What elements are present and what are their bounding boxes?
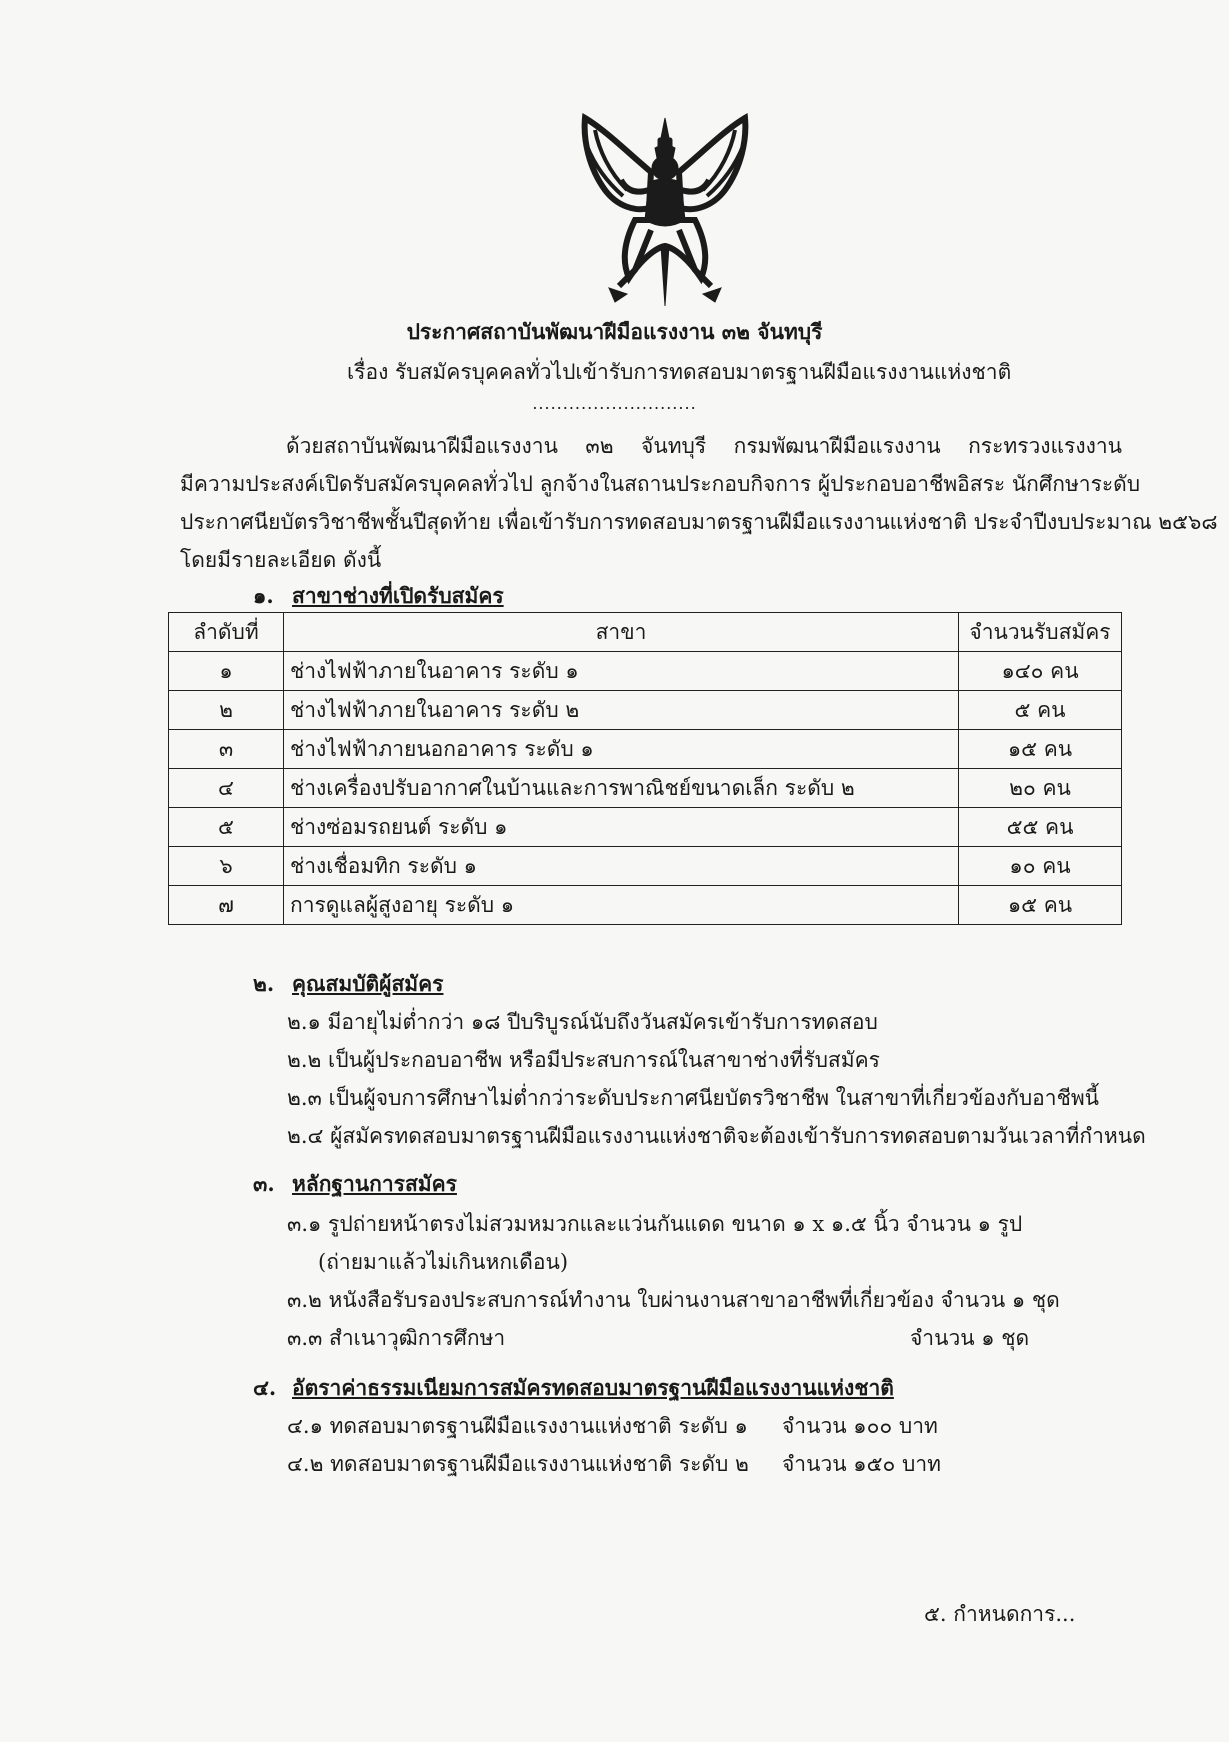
section2-item: ๒.๑ มีอายุไม่ต่ำกว่า ๑๘ ปีบริบูรณ์นับถึงวันสมัครเข้ารับการทดสอบ xyxy=(287,1010,878,1034)
section3-item-3: ๓.๓ สำเนาวุฒิการศึกษา xyxy=(287,1326,506,1350)
section4-number: ๔. xyxy=(253,1375,277,1400)
row-branch: ช่างไฟฟ้าภายนอกอาคาร ระดับ ๑ xyxy=(284,730,959,769)
table-row xyxy=(169,769,1122,808)
announcement-subject: เรื่อง รับสมัครบุคคลทั่วไปเข้ารับการทดสอบมาตรฐานฝีมือแรงงานแห่งชาติ xyxy=(347,360,1012,384)
row-branch: ช่างเครื่องปรับอากาศในบ้านและการพาณิชย์ขนาดเล็ก ระดับ ๒ xyxy=(284,769,959,808)
section1-title: สาขาช่างที่เปิดรับสมัคร xyxy=(292,583,504,608)
row-count: ๑๕ คน xyxy=(959,730,1122,769)
row-branch: ช่างเชื่อมทิก ระดับ ๑ xyxy=(284,847,959,886)
intro-line-1: ด้วยสถาบันพัฒนาฝีมือแรงงาน ๓๒ จันทบุรี กรมพัฒนาฝีมือแรงงาน กระทรวงแรงงาน xyxy=(286,434,1122,458)
intro-line-3: ประกาศนียบัตรวิชาชีพชั้นปีสุดท้าย เพื่อเข้ารับการทดสอบมาตรฐานฝีมือแรงงานแห่งชาติ ประจำปีงบประมาณ ๒๕๖๘ xyxy=(180,510,1218,534)
header-separator: ........................... xyxy=(532,394,697,413)
table-row xyxy=(169,808,1122,847)
section3-item-3-qty: จำนวน ๑ ชุด xyxy=(910,1326,1030,1350)
header-branch: สาขา xyxy=(284,613,959,652)
section2-item: ๒.๒ เป็นผู้ประกอบอาชีพ หรือมีประสบการณ์ในสาขาช่างที่รับสมัคร xyxy=(287,1048,880,1072)
row-count: ๑๕ คน xyxy=(959,886,1122,925)
row-no: ๔ xyxy=(169,769,284,808)
section3-title: หลักฐานการสมัคร xyxy=(292,1171,457,1196)
garuda-emblem-icon xyxy=(565,110,765,310)
section4-item-2-fee: จำนวน ๑๕๐ บาท xyxy=(782,1452,941,1476)
section3-number: ๓. xyxy=(253,1171,275,1196)
row-count: ๑๔๐ คน xyxy=(959,652,1122,691)
section2-title: คุณสมบัติผู้สมัคร xyxy=(292,971,444,996)
section3-item-1-note: (ถ่ายมาแล้วไม่เกินหกเดือน) xyxy=(318,1250,569,1274)
table-row xyxy=(169,652,1122,691)
header-count: จำนวนรับสมัคร xyxy=(959,613,1122,652)
intro-line-4: โดยมีรายละเอียด ดังนี้ xyxy=(180,548,382,572)
header-no: ลำดับที่ xyxy=(169,613,284,652)
section4-item-2: ๔.๒ ทดสอบมาตรฐานฝีมือแรงงานแห่งชาติ ระดับ ๒ xyxy=(287,1452,749,1476)
row-no: ๖ xyxy=(169,847,284,886)
branch-table xyxy=(168,612,1122,925)
section2-item: ๒.๓ เป็นผู้จบการศึกษาไม่ต่ำกว่าระดับประกาศนียบัตรวิชาชีพ ในสาขาที่เกี่ยวข้องกับอาชีพนี้ xyxy=(287,1086,1100,1110)
table-row xyxy=(169,730,1122,769)
intro-line-2: มีความประสงค์เปิดรับสมัครบุคคลทั่วไป ลูกจ้างในสถานประกอบกิจการ ผู้ประกอบอาชีพอิสระ นักศึกษาระดับ xyxy=(180,472,1141,496)
row-count: ๑๐ คน xyxy=(959,847,1122,886)
row-branch: ช่างไฟฟ้าภายในอาคาร ระดับ ๒ xyxy=(284,691,959,730)
row-branch: ช่างไฟฟ้าภายในอาคาร ระดับ ๑ xyxy=(284,652,959,691)
row-branch: ช่างซ่อมรถยนต์ ระดับ ๑ xyxy=(284,808,959,847)
section2-number: ๒. xyxy=(253,971,275,996)
section1-number: ๑. xyxy=(253,583,274,608)
row-count: ๕ คน xyxy=(959,691,1122,730)
row-no: ๒ xyxy=(169,691,284,730)
row-branch: การดูแลผู้สูงอายุ ระดับ ๑ xyxy=(284,886,959,925)
section3-item-2: ๓.๒ หนังสือรับรองประสบการณ์ทำงาน ใบผ่านงานสาขาอาชีพที่เกี่ยวข้อง จำนวน ๑ ชุด xyxy=(287,1288,1060,1312)
announcement-title: ประกาศสถาบันพัฒนาฝีมือแรงงาน ๓๒ จันทบุรี xyxy=(406,319,823,344)
row-no: ๑ xyxy=(169,652,284,691)
row-no: ๕ xyxy=(169,808,284,847)
section4-item-1-fee: จำนวน ๑๐๐ บาท xyxy=(782,1414,938,1438)
page-continuation: ๕. กำหนดการ... xyxy=(924,1602,1076,1626)
section4-title: อัตราค่าธรรมเนียมการสมัครทดสอบมาตรฐานฝีมือแรงงานแห่งชาติ xyxy=(292,1375,894,1400)
row-no: ๓ xyxy=(169,730,284,769)
section4-item-1: ๔.๑ ทดสอบมาตรฐานฝีมือแรงงานแห่งชาติ ระดับ ๑ xyxy=(287,1414,748,1438)
table-header-row xyxy=(169,613,1122,652)
table-row xyxy=(169,847,1122,886)
section3-item-1: ๓.๑ รูปถ่ายหน้าตรงไม่สวมหมวกและแว่นกันแดด ขนาด ๑ x ๑.๕ นิ้ว จำนวน ๑ รูป xyxy=(287,1212,1023,1236)
row-count: ๕๕ คน xyxy=(959,808,1122,847)
table-row xyxy=(169,886,1122,925)
row-no: ๗ xyxy=(169,886,284,925)
row-count: ๒๐ คน xyxy=(959,769,1122,808)
section2-item: ๒.๔ ผู้สมัครทดสอบมาตรฐานฝีมือแรงงานแห่งชาติจะต้องเข้ารับการทดสอบตามวันเวลาที่กำหนด xyxy=(287,1124,1146,1148)
table-row xyxy=(169,691,1122,730)
